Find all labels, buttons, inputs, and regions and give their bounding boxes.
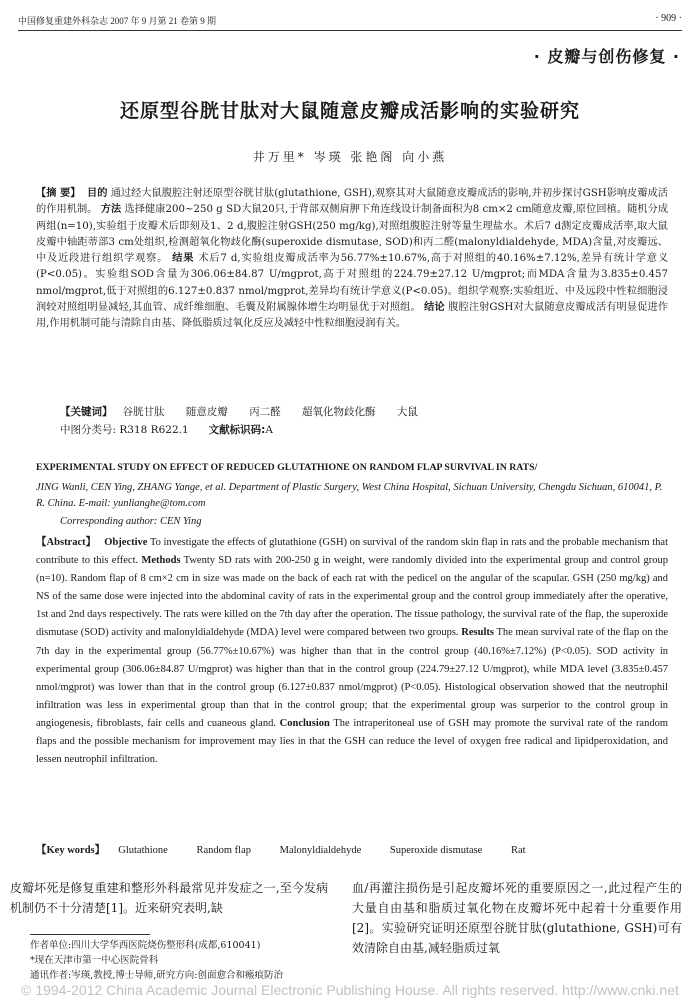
english-abstract [36, 534, 668, 769]
body-text-left-column: 皮瓣坏死是修复重建和整形外科最常见并发症之一,至今发病机制仍不十分清楚[1]。近来研究表明,缺 [10, 881, 328, 915]
methods-text: 选择健康200~250 g SD大鼠20只,于背部双侧肩胛下角连线设计制备面积为8 cm×2 cm随意皮瓣,原位回植。随机分成两组(n=10),实验组于皮瓣术后即刻及1、2 d,腹腔注射GSH(250 mg/kg),对照组腹腔注射等量生理盐水。术后7 d测定皮瓣成活率,取大鼠皮瓣中轴距蒂部3 cm处组织,检测超氧化物歧化酶(superoxide dismutase, SOD)和丙二醛(malonyldialdehyde, MDA)含量,对皮瓣远、中及近段进行组织学观察。 [36, 204, 669, 265]
keywords-label: 【关键词】 [60, 406, 113, 418]
conclusion-label: 结论 [424, 302, 445, 314]
conclusion-text: 腹腔注射GSH对大鼠随意皮瓣成活有明显促进作用,作用机制可能与清除自由基、降低脂质过氧化反应及减轻中性粒细胞浸润有关。 [36, 302, 669, 330]
section-tag: · 皮瓣与创伤修复 · [533, 47, 680, 66]
article-title: 还原型谷胱甘肽对大鼠随意皮瓣成活影响的实验研究 [119, 100, 580, 122]
running-header [18, 12, 682, 31]
keyword: 谷胱甘肽 [122, 406, 165, 418]
objective-text: 通过经大鼠腹腔注射还原型谷胱甘肽(glutathione, GSH),观察其对大鼠随意皮瓣成活的影响,并初步探讨GSH影响皮瓣成活的作用机制。 [36, 188, 668, 216]
keyword: 随意皮瓣 [185, 406, 228, 418]
journal-info: 中国修复重建外科杂志 2007 年 9 月第 21 卷第 9 期 [18, 16, 217, 26]
methods-label: 方法 [100, 204, 122, 216]
conclusion-text: The intraperitoneal use of GSH may promote the survival rate of the random flaps and the possible mechanism for improvement may lies in that the GSH can reduce the level of oxygen free radical and lipidperoxidation, and lessen neutrophil infiltration. [36, 717, 669, 766]
methods-label: Methods [141, 555, 181, 567]
keyword: 丙二醛 [249, 406, 281, 418]
doc-code-value: A [265, 424, 273, 436]
page-number: · 909 · [655, 13, 682, 24]
footnote-divider [30, 934, 150, 935]
results-label: 结果 [172, 253, 195, 265]
footnote-affiliation: 作者单位:四川大学华西医院烧伤整形科(成都,610041) [30, 940, 261, 951]
results-text: 术后7 d,实验组皮瓣成活率为56.77%±10.67%,高于对照组的40.16%±7.12%,差异有统计学意义(P<0.05)。实验组SOD含量为306.06±84.87 U/mgprot,高于对照组的224.79±27.12 U/mgprot;而MDA含量为3.835±0.457 nmol/mgprot,低于对照组的6.127±0.837 nmol/mgprot,差异均有统计学意义(P<0.05)。组织学观察:实验组近、中及远段中性粒细胞浸润较对照组明显减轻,其血管、成纤维细胞、毛囊及附属腺体增生均明显优于对照组。 [36, 253, 669, 314]
footnote-current-address: *现在天津市第一中心医院骨科 [30, 955, 159, 966]
keywords-label: 【Key words】 [36, 845, 106, 856]
keyword: Superoxide dismutase [389, 845, 483, 856]
objective-label: 目的 [87, 188, 108, 199]
clc-value: R318 R622.1 [119, 424, 189, 436]
doc-code-label: 文献标识码: [208, 424, 266, 436]
methods-text: Twenty SD rats with 200-250 g in weight, were randomly divided into the experimental group and control group (n=10). Random flap of 8 cm×2 cm in size was made on the back of each rat with the pedicel on the angular of the scapular. GSH (250 mg/kg) and NS of the same dose were injected into the abdominal cavity of rats in the experimental group and the control group immediately after the operative, 1st and 2nd days respectively. The rats were killed on the 7th day after the operation. The tissue pathology, the survival rate of the flap, the superoxide dismutase (SOD) activity and malonyldialdehyde (MDA) level were compared between two groups. [36, 555, 668, 639]
keyword: Rat [510, 845, 526, 856]
keyword: Glutathione [118, 845, 168, 856]
body-text-right-column: 血/再灌注损伤是引起皮瓣坏死的重要原因之一,此过程产生的大量自由基和脂质过氧化物在皮瓣坏死中起着十分重要作用[2]。实验研究证明还原型谷胱甘肽(glutathione, GSH)可有效清除自由基,减轻脂质过氧 [352, 881, 682, 955]
results-label: Results [461, 627, 494, 639]
objective-label: Objective [104, 537, 148, 548]
keyword: Malonyldialdehyde [279, 845, 362, 856]
conclusion-label: Conclusion [279, 717, 330, 729]
english-authors: JING Wanli, CEN Ying, ZHANG Yange, et al. Department of Plastic Surgery, West China Hospital, Sichuan University, Chengdu Sichuan, 610041, P. R. China. E-mail: yunlianghe@tom.com [36, 482, 663, 509]
results-text: The mean survival rate of the flap on the 7th day in the experimental group (56.77%±10.67%) was higher than that in the control group (40.16%±7.12%) (P<0.05). SOD activity in experimental group (306.06±84.87 U/mgprot) was higher than that in the control group (224.79±27.12 U/mgprot), while MDA level (3.835±0.457 nmol/mgprot) was lower than that in the control group (6.127±0.837 nmol/mgprot) (P<0.05). Histological observation showed that the neutrophil infiltration was less in experimental group than that in the control group; that the experimental group was surperior to the control group in angiogenesis, fibroblasts, fair cells and cuaneous gland. [36, 627, 668, 729]
abstract-label: 【摘 要】 [36, 188, 81, 199]
copyright-watermark: © 1994-2012 China Academic Journal Electronic Publishing House. All rights reserved. http://www.cnki.net [21, 982, 679, 998]
english-keywords [36, 842, 552, 857]
keyword: 大鼠 [396, 406, 418, 418]
keyword: Random flap [196, 845, 251, 856]
footnotes [30, 938, 330, 983]
english-title: EXPERIMENTAL STUDY ON EFFECT OF REDUCED GLUTATHIONE ON RANDOM FLAP SURVIVAL IN RATS/ [36, 462, 538, 473]
footnote-correspondence: 通讯作者:岑瑛,教授,博士导师,研究方向:创面愈合和瘢痕防治 [30, 970, 283, 981]
abstract-label: 【Abstract】 [36, 537, 97, 548]
chinese-keywords [60, 404, 436, 419]
corresponding-author: Corresponding author: CEN Ying [60, 516, 202, 527]
clc-label: 中图分类号: [60, 424, 117, 436]
authors: 井万里* 岑瑛 张艳阁 向小燕 [252, 150, 448, 164]
chinese-abstract [36, 186, 668, 333]
keyword: 超氧化物歧化酶 [302, 406, 376, 418]
objective-text: To investigate the effects of glutathione (GSH) on survival of the random skin flap in rats and the probable mechanism that contribute to this effect. [36, 537, 669, 567]
classification-line [60, 422, 273, 437]
